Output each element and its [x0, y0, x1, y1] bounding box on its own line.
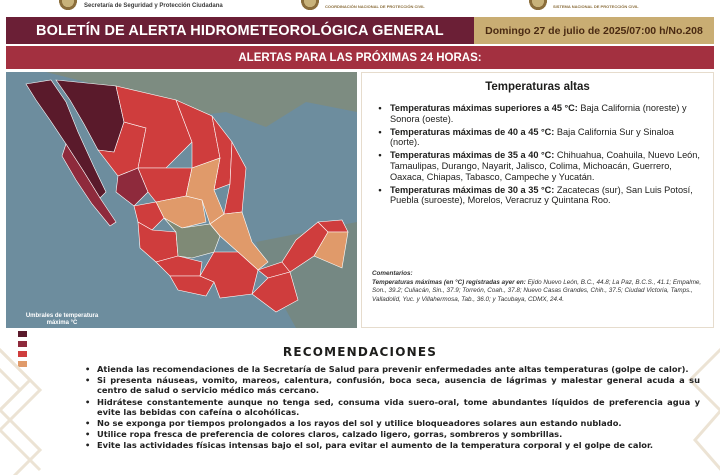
bulletin-title: BOLETÍN DE ALERTA HIDROMETEOROLÓGICA GENERAL — [6, 17, 474, 44]
recommendation-text: Evite las actividades físicas intensas bajo el sol, para evitar el aumento de la temperatura corporal y el golpe de calor. — [97, 440, 654, 451]
high-temperatures-panel — [361, 72, 714, 328]
comments-label: Comentarios: — [372, 270, 413, 277]
recommendation-item — [85, 397, 700, 417]
recommendations-list — [85, 364, 700, 452]
sinaproc-logo-text: SISTEMA NACIONAL DE PROTECCIÓN CIVIL — [553, 3, 639, 9]
recommendation-text: Utilice ropa fresca de preferencia de colores claros, calzado ligero, gorras, sombreros y sombrillas. — [97, 429, 563, 440]
recommendation-text: No se exponga por tiempos prolongados a los rayos del sol y utilice bloqueadores solares aun estando nublado. — [97, 418, 622, 429]
legend-label: 35 a 40 — [33, 351, 52, 357]
temperature-map — [6, 72, 357, 367]
panel-title: Temperaturas altas — [485, 81, 590, 93]
recommendation-item — [85, 364, 700, 374]
alerts-subtitle: ALERTAS PARA LAS PRÓXIMAS 24 HORAS: — [6, 46, 714, 69]
bullet-text: Baja California (noreste) y Sonora (oeste). — [390, 103, 687, 124]
bullet-body — [390, 127, 706, 149]
bulletin-header — [6, 17, 714, 44]
sinaproc-logo — [528, 0, 639, 12]
comments-block — [372, 270, 706, 304]
temperature-bullet — [370, 185, 706, 207]
bullet-dot: • — [378, 150, 382, 161]
bullet-body — [390, 103, 706, 125]
bullet-lead: Temperaturas máximas de 35 a 40 °C: — [390, 150, 555, 161]
bullet-dot: • — [85, 375, 91, 386]
bullet-dot: • — [378, 126, 382, 137]
recommendation-item — [85, 375, 700, 395]
comments-text: Ejido Nuevo León, B.C., 44.8; La Paz, B.C.S., 41.1; Empalme, Son., 39.2; Culiacán, Sin., 37.9; Torreón, Coah., 37.8; Nuevo Casas Grandes, Chih., 37.5; Ciudad Victoria, Tamps., Valladolid, Yuc. y Villahermosa, Tab., 36.0; y Tacubaya, CDMX, 24.4. — [372, 278, 702, 303]
recommendations-title: RECOMENDACIONES — [282, 345, 438, 359]
bullet-text: Chihuahua, Coahuila, Nuevo León, Tamaulipas, Durango, Nayarit, Jalisco, Colima, Michoacán, Guerrero, Oaxaca, Chiapas, Tabasco, Campeche y Yucatán. — [390, 150, 700, 182]
bulletin-date: Domingo 27 de julio de 2025/07:00 h/No.208 — [474, 17, 714, 44]
recommendation-text: Si presenta náuseas, vomito, mareos, calentura, confusión, boca seca, ausencia de lágrimas y malestar general acuda a su centro de salud o servicio médico más cercano. — [97, 375, 700, 396]
bullet-dot: • — [85, 429, 91, 440]
temperature-bullet — [370, 127, 706, 149]
bullet-lead: Temperaturas máximas superiores a 45 °C: — [390, 103, 578, 113]
legend-label: 40 a 45 — [33, 341, 52, 347]
legend-label: 30 a 35 — [33, 361, 52, 367]
mexico-map-graphic — [6, 72, 357, 328]
bullet-dot: • — [85, 396, 91, 407]
sspc-logo — [58, 0, 223, 12]
national-system-seal-icon — [528, 0, 548, 12]
recommendation-item — [85, 418, 700, 428]
legend-label: > 45 — [33, 331, 44, 337]
logo-strip — [0, 0, 720, 14]
sspc-logo-text: Secretaría de Seguridad y Protección Ciudadana — [84, 3, 223, 9]
bullet-dot: • — [85, 418, 91, 429]
bullet-dot: • — [378, 103, 382, 113]
legend-title: Umbrales de temperatura máxima °C — [25, 313, 99, 326]
bullet-body — [390, 185, 706, 207]
recommendation-item — [85, 429, 700, 439]
recommendation-text: Hidrátese constantemente aunque no tenga sed, consuma vida suero-oral, tome abundantes líquidos de preferencia agua y evite las bebidas con cafeína o alcohólicas. — [97, 396, 700, 417]
temperature-bullet-list — [370, 103, 706, 208]
recommendation-text: Atienda las recomendaciones de la Secretaría de Salud para prevenir enfermedades ante altas temperaturas (golpe de calor). — [97, 364, 689, 374]
temperature-bullet — [370, 103, 706, 125]
bullet-body — [390, 150, 706, 182]
bullet-lead: Temperaturas máximas de 30 a 35 °C: — [390, 184, 555, 195]
government-seal-icon — [58, 0, 78, 12]
bullet-dot: • — [85, 364, 91, 374]
recommendation-item — [85, 440, 700, 450]
temperature-bullet — [370, 150, 706, 182]
bullet-dot: • — [85, 440, 91, 451]
civil-protection-seal-icon — [300, 0, 320, 12]
bullet-text: Baja California Sur y Sinaloa (norte). — [390, 126, 674, 148]
comments-subtitle: Temperaturas máximas (en °C) registradas ayer en: — [372, 278, 526, 286]
cnpc-logo-text: COORDINACIÓN NACIONAL DE PROTECCIÓN CIVIL — [325, 3, 425, 9]
cnpc-logo — [300, 0, 425, 12]
bullet-lead: Temperaturas máximas de 40 a 45 °C: — [390, 126, 555, 137]
bullet-text: Zacatecas (sur), San Luis Potosí, Puebla (suroeste), Morelos, Veracruz y Quintana Roo. — [390, 184, 693, 206]
bullet-dot: • — [378, 184, 382, 195]
